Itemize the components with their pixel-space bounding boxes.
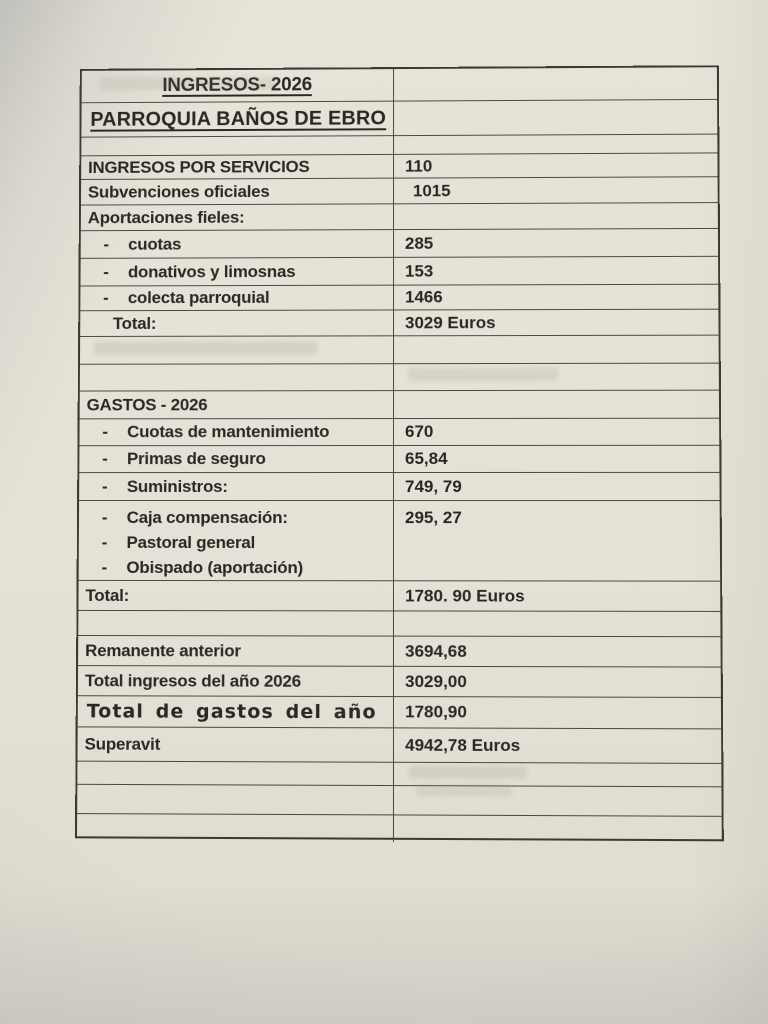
value-cell bbox=[394, 285, 718, 310]
value-cell bbox=[394, 667, 721, 697]
row-label: Remanente anterior bbox=[85, 640, 241, 660]
row-value: 153 bbox=[404, 261, 434, 281]
value-cell bbox=[394, 501, 720, 581]
row-label: INGRESOS POR SERVICIOS bbox=[88, 156, 310, 177]
table-row bbox=[77, 762, 721, 788]
row-value: 1015 bbox=[412, 180, 451, 200]
value-cell bbox=[394, 419, 719, 445]
bullet-dash: - bbox=[101, 507, 108, 527]
label-cell bbox=[78, 636, 394, 666]
label-cell bbox=[82, 69, 394, 102]
table-row bbox=[82, 67, 717, 103]
budget-table-wrap bbox=[75, 65, 724, 841]
bullet-dash: - bbox=[101, 476, 108, 496]
row-label: Subvenciones oficiales bbox=[87, 181, 270, 202]
bullet-dash: - bbox=[103, 234, 109, 254]
row-value: 1466 bbox=[404, 287, 443, 307]
label-cell bbox=[81, 179, 394, 205]
row-label: GASTOS - 2026 bbox=[86, 394, 208, 414]
row-value: 749, 79 bbox=[405, 476, 462, 496]
table-row bbox=[78, 636, 721, 668]
value-cell bbox=[394, 637, 721, 667]
table-row bbox=[80, 391, 719, 420]
table-row bbox=[77, 727, 721, 764]
row-value: 1780. 90 Euros bbox=[405, 585, 525, 606]
row-label: Cuotas de mantenimiento bbox=[127, 422, 330, 442]
row-label: Aportaciones fieles: bbox=[87, 207, 245, 227]
value-cell bbox=[394, 229, 718, 257]
table-title: PARROQUIA BAÑOS DE EBRO bbox=[90, 107, 387, 131]
bullet-dash: - bbox=[102, 422, 108, 442]
label-cell bbox=[80, 310, 394, 336]
table-row bbox=[81, 100, 717, 138]
label-cell bbox=[80, 364, 394, 390]
row-label: Suministros: bbox=[126, 476, 228, 496]
label-cell bbox=[80, 391, 394, 418]
table-row bbox=[81, 177, 718, 205]
value-cell bbox=[394, 763, 721, 787]
table-row bbox=[80, 336, 719, 365]
bullet-dash: - bbox=[103, 262, 109, 281]
row-value: 4942,78 Euros bbox=[405, 734, 521, 755]
value-cell bbox=[394, 697, 721, 728]
label-cell bbox=[80, 286, 394, 311]
label-cell bbox=[79, 473, 394, 500]
label-cell bbox=[81, 136, 394, 155]
label-cell bbox=[77, 727, 394, 761]
value-cell bbox=[394, 364, 719, 390]
label-cell bbox=[81, 204, 394, 230]
row-value: 3029,00 bbox=[405, 671, 467, 691]
value-cell bbox=[394, 310, 719, 336]
label-cell bbox=[80, 336, 394, 363]
value-cell bbox=[394, 257, 718, 285]
bullet-line bbox=[86, 530, 393, 555]
value-cell bbox=[394, 153, 718, 177]
value-cell bbox=[394, 611, 721, 636]
table-row bbox=[78, 611, 720, 637]
table-row bbox=[80, 257, 718, 287]
row-label: Pastoral general bbox=[126, 532, 256, 552]
row-value: 670 bbox=[404, 421, 434, 442]
bullet-dash: - bbox=[101, 532, 108, 552]
value-cell bbox=[394, 786, 722, 816]
row-label: colecta parroquial bbox=[127, 287, 270, 308]
label-cell bbox=[78, 696, 394, 727]
table-row bbox=[79, 419, 719, 447]
label-cell bbox=[79, 446, 394, 472]
table-row bbox=[80, 310, 718, 337]
table-row bbox=[81, 153, 717, 180]
label-cell bbox=[81, 155, 394, 179]
table-row bbox=[80, 364, 719, 392]
value-cell bbox=[394, 446, 719, 472]
label-cell bbox=[77, 762, 394, 785]
bullet-dash: - bbox=[103, 288, 109, 308]
bullet-line bbox=[86, 555, 393, 580]
row-label: Total de gastos del año bbox=[86, 700, 377, 724]
row-label: Superavit bbox=[84, 733, 161, 754]
label-cell bbox=[80, 258, 394, 286]
value-cell bbox=[394, 177, 718, 203]
table-row bbox=[78, 581, 720, 612]
row-value: 285 bbox=[404, 233, 434, 253]
value-cell bbox=[394, 815, 722, 843]
label-cell bbox=[79, 419, 394, 445]
row-value: 295, 27 bbox=[405, 508, 462, 528]
value-cell bbox=[394, 581, 720, 611]
label-cell bbox=[78, 666, 394, 696]
table-row bbox=[81, 229, 718, 259]
value-cell bbox=[394, 67, 717, 100]
table-row bbox=[77, 814, 722, 843]
row-label: Total ingresos del año 2026 bbox=[84, 670, 302, 691]
value-cell bbox=[394, 135, 717, 154]
row-label: Obispado (aportación) bbox=[126, 557, 304, 577]
table-row bbox=[78, 666, 721, 698]
label-cell bbox=[81, 230, 394, 258]
bullet-dash: - bbox=[101, 557, 108, 577]
value-cell bbox=[394, 203, 718, 229]
row-value: 3029 Euros bbox=[404, 312, 496, 332]
value-cell bbox=[394, 336, 719, 364]
label-cell bbox=[78, 581, 394, 611]
row-label: donativos y limosnas bbox=[127, 261, 296, 281]
row-value: 65,84 bbox=[404, 448, 448, 468]
label-cell bbox=[77, 785, 394, 815]
label-cell bbox=[78, 611, 394, 636]
label-cell bbox=[81, 102, 394, 137]
row-value: 3694,68 bbox=[405, 641, 467, 661]
table-title: INGRESOS- 2026 bbox=[162, 74, 312, 96]
row-label: cuotas bbox=[128, 234, 182, 254]
table-row bbox=[81, 203, 718, 231]
row-value: 110 bbox=[404, 156, 433, 176]
table-row bbox=[77, 785, 722, 817]
table-row bbox=[79, 473, 720, 501]
table-row bbox=[79, 446, 719, 473]
bullet-dash: - bbox=[102, 449, 108, 469]
row-label: Primas de seguro bbox=[126, 449, 266, 469]
value-cell bbox=[394, 473, 720, 500]
row-value: 1780,90 bbox=[405, 702, 467, 722]
label-cell bbox=[79, 501, 394, 580]
row-label: Total: bbox=[112, 313, 157, 333]
table-row bbox=[80, 285, 718, 312]
row-label: Caja compensación: bbox=[126, 507, 288, 527]
bullet-line bbox=[86, 505, 393, 530]
row-label: Total: bbox=[85, 585, 130, 605]
value-cell bbox=[394, 100, 717, 135]
budget-table bbox=[75, 65, 724, 841]
value-cell bbox=[394, 391, 719, 418]
value-cell bbox=[394, 728, 721, 763]
table-row bbox=[79, 501, 721, 582]
label-cell bbox=[77, 814, 394, 842]
table-row bbox=[78, 696, 721, 729]
